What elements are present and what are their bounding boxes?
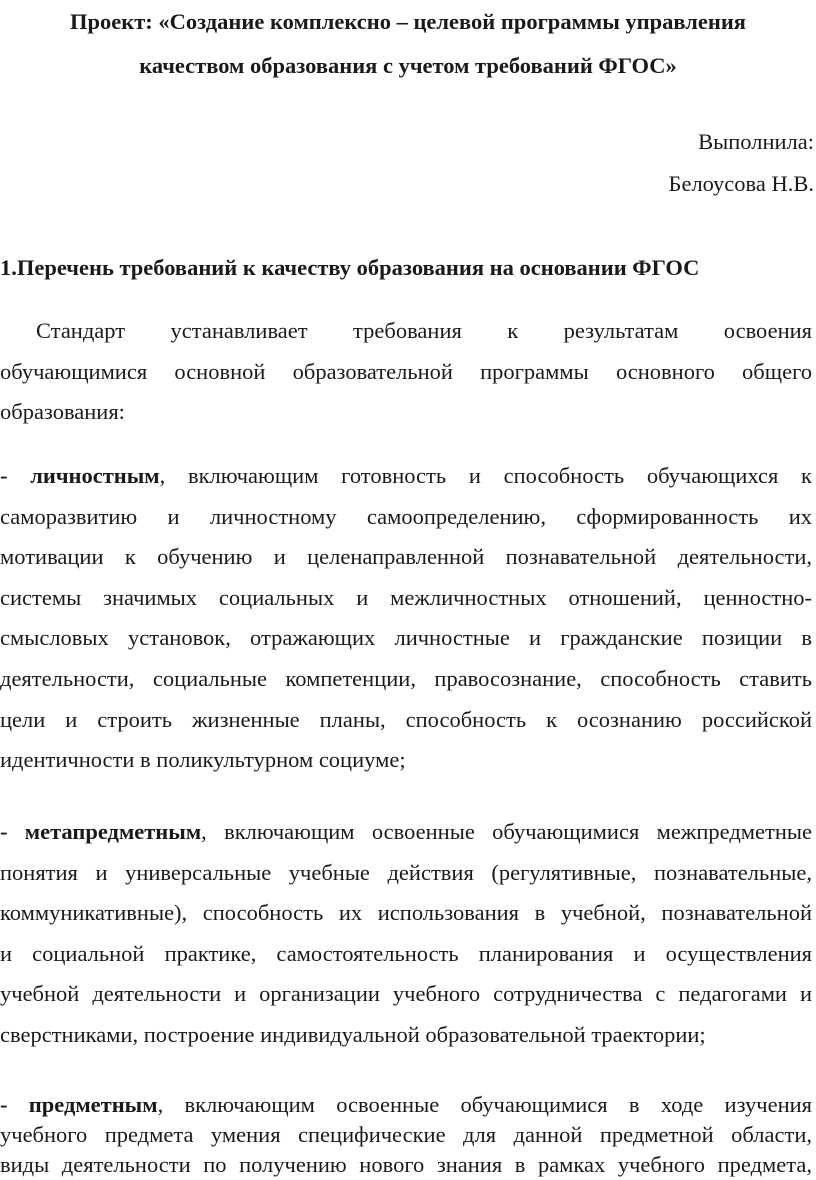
- author-name: Белоусова Н.В.: [668, 171, 814, 196]
- meta-results-paragraph: [0, 812, 812, 1056]
- author-label: Выполнила:: [698, 129, 814, 154]
- subject-line-1-text: , включающим освоенные обучающимися в ходе изучения: [157, 1092, 812, 1117]
- intro-line-2: обучающимися основной образовательной программы основного общего: [0, 358, 812, 384]
- personal-line-6: деятельности, социальные компетенции, правосознание, способность ставить: [0, 665, 812, 691]
- subject-line-1: [0, 1090, 812, 1120]
- personal-line-3: мотивации к обучению и целенаправленной познавательной деятельности,: [0, 544, 812, 570]
- section-heading: 1.Перечень требований к качеству образования на основании ФГОС: [0, 255, 700, 280]
- meta-line-1-text: , включающим освоенные обучающимися межпредметные: [201, 819, 812, 844]
- meta-line-1: [0, 812, 812, 853]
- intro-line-3: образования:: [0, 399, 125, 425]
- document-title: [0, 2, 816, 86]
- meta-line-6: сверстниками, построение индивидуальной образовательной траектории;: [0, 1021, 706, 1047]
- meta-term: метапредметным: [24, 819, 202, 844]
- personal-line-7: цели и строить жизненные планы, способность к осознанию российской: [0, 706, 812, 732]
- meta-line-2: понятия и универсальные учебные действия (регулятивные, познавательные,: [0, 859, 812, 885]
- subject-prefix: -: [0, 1092, 29, 1117]
- title-line-1: Проект: «Создание комплексно – целевой программы управления: [70, 9, 746, 34]
- intro-line-1: Стандарт устанавливает требования к результатам освоения: [36, 318, 812, 343]
- subject-results-paragraph: [0, 1090, 812, 1180]
- personal-line-8: идентичности в поликультурном социуме;: [0, 747, 406, 773]
- title-line-2: качеством образования с учетом требований ФГОС»: [139, 53, 677, 78]
- subject-term: предметным: [28, 1092, 158, 1117]
- personal-line-4: системы значимых социальных и межличностных отношений, ценностно-: [0, 584, 812, 610]
- intro-paragraph: [0, 311, 812, 433]
- meta-prefix: -: [0, 819, 25, 844]
- personal-line-2: саморазвитию и личностному самоопределению, сформированность их: [0, 503, 812, 529]
- personal-results-paragraph: [0, 456, 812, 781]
- meta-line-4: и социальной практике, самостоятельность планирования и осуществления: [0, 940, 812, 966]
- subject-line-3: виды деятельности по получению нового знания в рамках учебного предмета,: [0, 1152, 812, 1177]
- personal-line-1: [0, 456, 812, 497]
- subject-line-2: учебного предмета умения специфические для данной предметной области,: [0, 1122, 812, 1147]
- personal-line-1-text: , включающим готовность и способность обучающихся к: [159, 463, 812, 488]
- personal-term: личностным: [30, 463, 160, 488]
- meta-line-3: коммуникативные), способность их использования в учебной, познавательной: [0, 900, 812, 926]
- personal-prefix: -: [0, 463, 31, 488]
- personal-line-5: смысловых установок, отражающих личностные и гражданские позиции в: [0, 625, 812, 651]
- meta-line-5: учебной деятельности и организации учебного сотрудничества с педагогами и: [0, 981, 812, 1007]
